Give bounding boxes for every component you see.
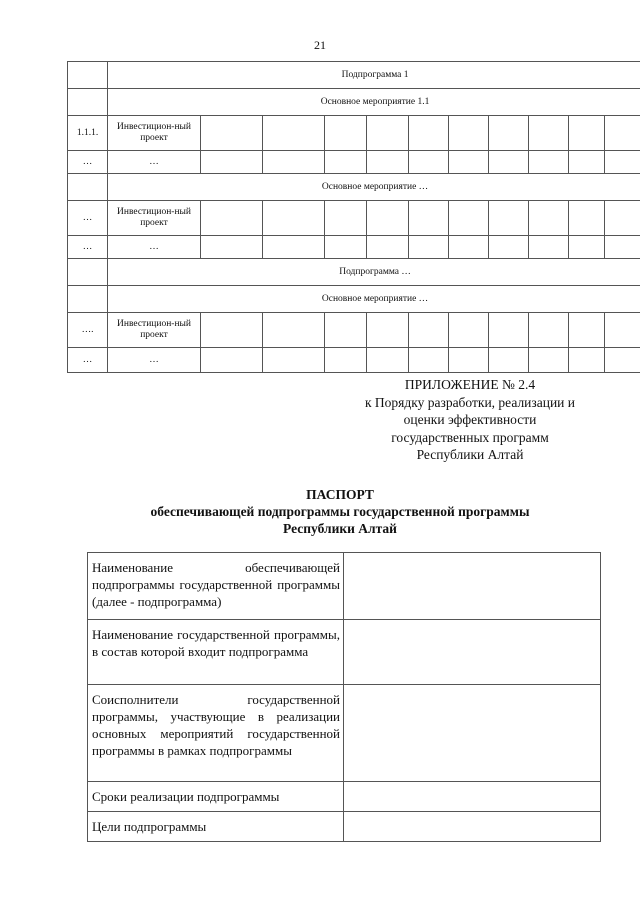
table-row	[88, 553, 601, 620]
table-cell	[68, 259, 108, 286]
main-event-ellipsis-heading: Основное мероприятие …	[108, 286, 640, 313]
row-label: …	[108, 348, 201, 373]
subprogram-ellipsis-heading: Подпрограмма …	[108, 259, 640, 286]
appendix-line: оценки эффективности	[403, 412, 537, 427]
table-row	[68, 348, 640, 373]
appendix-line: к Порядку разработки, реализации и	[364, 394, 576, 410]
appendix-block	[340, 376, 600, 464]
table-cell	[68, 89, 108, 116]
appendix-line: Республики Алтай	[416, 447, 524, 462]
investment-project-label: Инвестицион-ный проект	[108, 313, 201, 348]
main-event-1-1-heading: Основное мероприятие 1.1	[108, 89, 640, 116]
page-number: 21	[314, 38, 326, 52]
row-number: …	[68, 236, 108, 259]
title-line: Республики Алтай	[283, 521, 397, 536]
investment-project-label: Инвестицион-ный проект	[108, 201, 201, 236]
table-row	[88, 782, 601, 812]
title-line: ПАСПОРТ	[306, 487, 374, 502]
row-number: ….	[68, 313, 108, 348]
main-event-ellipsis-heading: Основное мероприятие …	[108, 174, 640, 201]
table-row	[68, 259, 640, 286]
table-row	[88, 620, 601, 685]
row-label: …	[108, 151, 201, 174]
row-number: 1.1.1.	[68, 116, 108, 151]
table-row	[68, 151, 640, 174]
passport-value	[344, 812, 601, 842]
table-row	[68, 62, 640, 89]
row-number: …	[68, 348, 108, 373]
table-cell	[68, 62, 108, 89]
table-row	[68, 236, 640, 259]
table-row	[68, 89, 640, 116]
passport-label: Наименование обеспечивающей подпрограммы государственной программы (далее - подпрограмма)	[88, 553, 344, 620]
table-cell	[68, 174, 108, 201]
subprogram-1-heading: Подпрограмма 1	[108, 62, 640, 89]
table-cell	[68, 286, 108, 313]
table-row	[68, 201, 640, 236]
passport-label: Соисполнители государственной программы, участвующие в реализации основных мероприятий государственной программы в рамках подпрограммы	[88, 685, 344, 782]
passport-value	[344, 620, 601, 685]
table-row	[68, 286, 640, 313]
events-table	[67, 61, 640, 373]
investment-project-label: Инвестицион-ный проект	[108, 116, 201, 151]
passport-label: Сроки реализации подпрограммы	[88, 782, 344, 812]
row-number: …	[68, 201, 108, 236]
passport-value	[344, 782, 601, 812]
table-row	[88, 685, 601, 782]
passport-value	[344, 553, 601, 620]
passport-value	[344, 685, 601, 782]
table-row	[68, 174, 640, 201]
table-row	[88, 812, 601, 842]
appendix-title: ПРИЛОЖЕНИЕ № 2.4	[404, 377, 536, 392]
document-title	[60, 486, 620, 537]
passport-label: Наименование государственной программы, в состав которой входит подпрограмма	[88, 620, 344, 685]
passport-label: Цели подпрограммы	[88, 812, 344, 842]
passport-table	[87, 552, 601, 842]
row-number: …	[68, 151, 108, 174]
table-row	[68, 313, 640, 348]
appendix-line: государственных программ	[391, 429, 549, 445]
title-line: обеспечивающей подпрограммы государственной программы	[150, 504, 530, 519]
row-label: …	[108, 236, 201, 259]
table-row	[68, 116, 640, 151]
